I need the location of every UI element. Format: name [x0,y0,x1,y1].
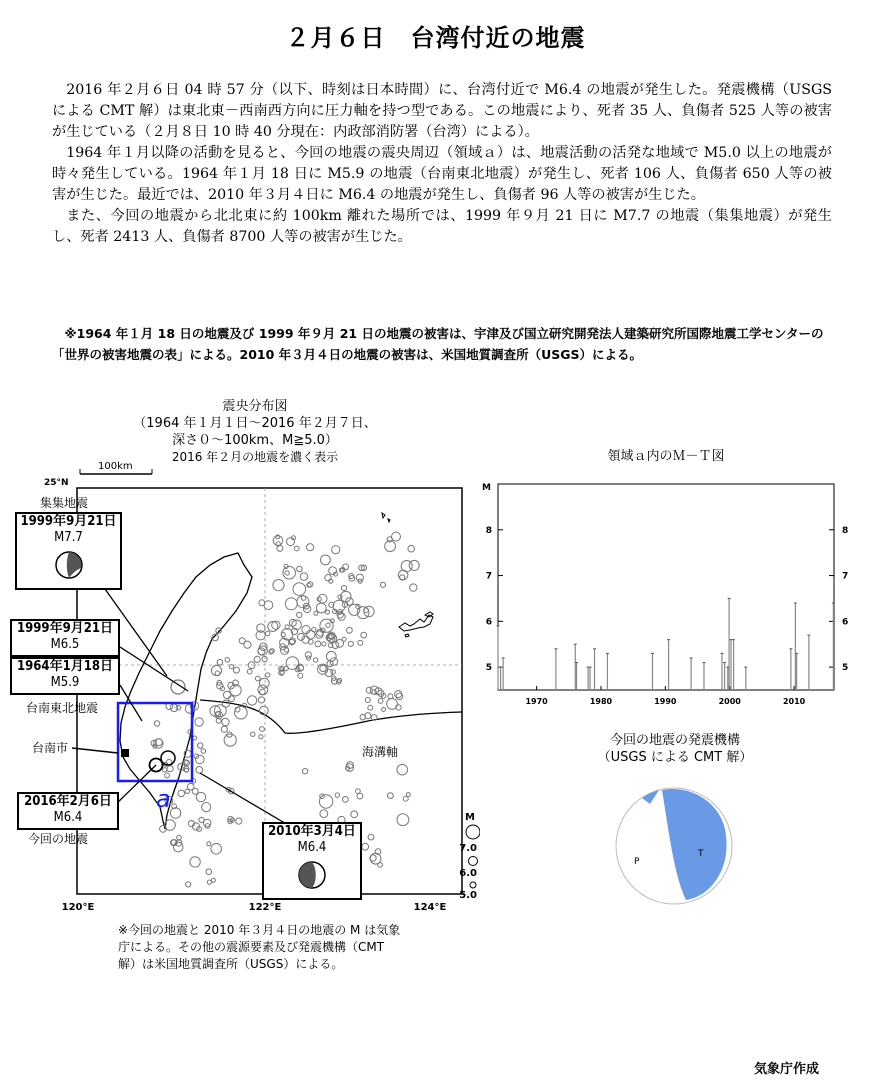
callout-1964: 1964年1月18日 M5.9 [10,657,120,695]
mt-y-tick-label: 7 [485,571,492,582]
mt-y-tick-label-right: 5 [842,663,849,674]
mt-y-tick-label: 8 [485,525,492,536]
current-quake-label: 今回の地震 [28,832,89,846]
lon-label-124: 124°E [413,902,447,913]
callout-1999-m65: 1999年9月21日 M6.5 [10,619,120,657]
callout-chichi: 1999年9月21日 M7.7 [15,512,122,590]
callout-2010: 2010年3月4日 M6.4 [262,822,362,900]
svg-text:5.0: 5.0 [459,890,477,901]
tainan64-name-label: 台南東北地震 [26,701,99,715]
lon-label-122: 122°E [248,902,282,913]
mt-x-tick-label: 1990 [654,697,677,706]
mt-y-axis-label: M [482,483,491,493]
mt-y-tick-label: 6 [485,617,492,628]
tainan-city-marker [121,749,129,757]
trench-axis-label: 海溝軸 [362,745,399,759]
mt-chart-title: 領域ａ内のＭ－Ｔ図 [607,449,725,464]
focal-mechanism-beachball [614,786,734,906]
tainan-city-label: 台南市 [32,741,69,755]
body-text [52,80,832,248]
mechanism-title: 今回の地震の発震機構 （USGS による CMT 解） [597,733,753,765]
mt-x-tick-label: 1980 [589,697,613,706]
mt-y-tick-label: 5 [485,663,492,674]
map-title: 震央分布図 （1964 年１月１日～2016 年２月７日、 深さ０～100km、M≧5.0） 2016 年２月の地震を濃く表示 [133,399,377,464]
svg-text:7.0: 7.0 [459,843,477,854]
mechanism-2010-icon [297,860,327,890]
credit-label: 気象庁作成 [754,1062,820,1077]
callout-current: 2016年2月6日 M6.4 [17,792,119,830]
mt-y-tick-label-right: 6 [842,617,849,628]
page-title: ２月６日 台湾付近の地震 [285,24,586,52]
mt-x-tick-label: 1970 [525,697,548,706]
svg-text:M: M [465,812,475,823]
mt-chart [474,476,864,716]
mt-y-tick-label-right: 7 [842,571,849,582]
mt-chart-frame [498,484,834,690]
chichi-name-label: 集集地震 [40,496,89,510]
mechanism-t-label: T [698,849,704,859]
mechanism-p-label: P [634,857,640,867]
paragraph-2: 1964 年１月以降の活動を見ると、今回の地震の震央周辺（領域ａ）は、地震活動の活発な地域で M5.0 以上の地震が時々発生している。1964 年１月 18 日に M5.9 の地震（台南東北地震）が発生し、死者 106 人、負傷者 650 人等の被害が生じた。最近では、2010 年３月４日に M6.4 の地震が発生し、負傷者 96 人等の被害が生じた。 [52,145,832,203]
mt-y-tick-label-right: 8 [842,525,849,536]
scale-bar-label: 100km [98,461,133,472]
damage-source-note: ※1964 年１月 18 日の地震及び 1999 年９月 21 日の地震の被害は、宇津及び国立研究開発法人建築研究所国際地震工学センターの「世界の被害地震の表」による。2010 年３月４日の地震の被害は、米国地質調査所（USGS）による。 [52,326,824,362]
chichi-mechanism-icon [54,550,84,580]
lon-label-120: 120°E [61,902,95,913]
paragraph-3: また、今回の地震から北北東に約 100km 離れた場所では、1999 年９月 21 日に M7.7 の地震（集集地震）が発生し、死者 2413 人、負傷者 8700 人等の被害が生じた。 [52,208,832,245]
latitude-label: 25°N [44,478,69,488]
svg-text:6.0: 6.0 [459,868,477,879]
region-a-label: a [156,785,171,813]
mt-x-tick-label: 2000 [718,697,741,706]
map-footnote: ※今回の地震と 2010 年３月４日の地震の M は気象 庁による。その他の震源要素及び発震機構（CMT 解）は米国地質調査所（USGS）による。 [118,923,401,971]
paragraph-1: 2016 年２月６日 04 時 57 分（以下、時刻は日本時間）に、台湾付近で M6.4 の地震が発生した。発震機構（USGS による CMT 解）は東北東－西南西方向に圧力軸を持つ型である。この地震により、死者 35 人、負傷者 525 人等の被害が生じている（２月８日 10 時 40 分現在：内政部消防署（台湾）による）。 [52,82,832,140]
mt-x-tick-label: 2010 [782,697,806,706]
